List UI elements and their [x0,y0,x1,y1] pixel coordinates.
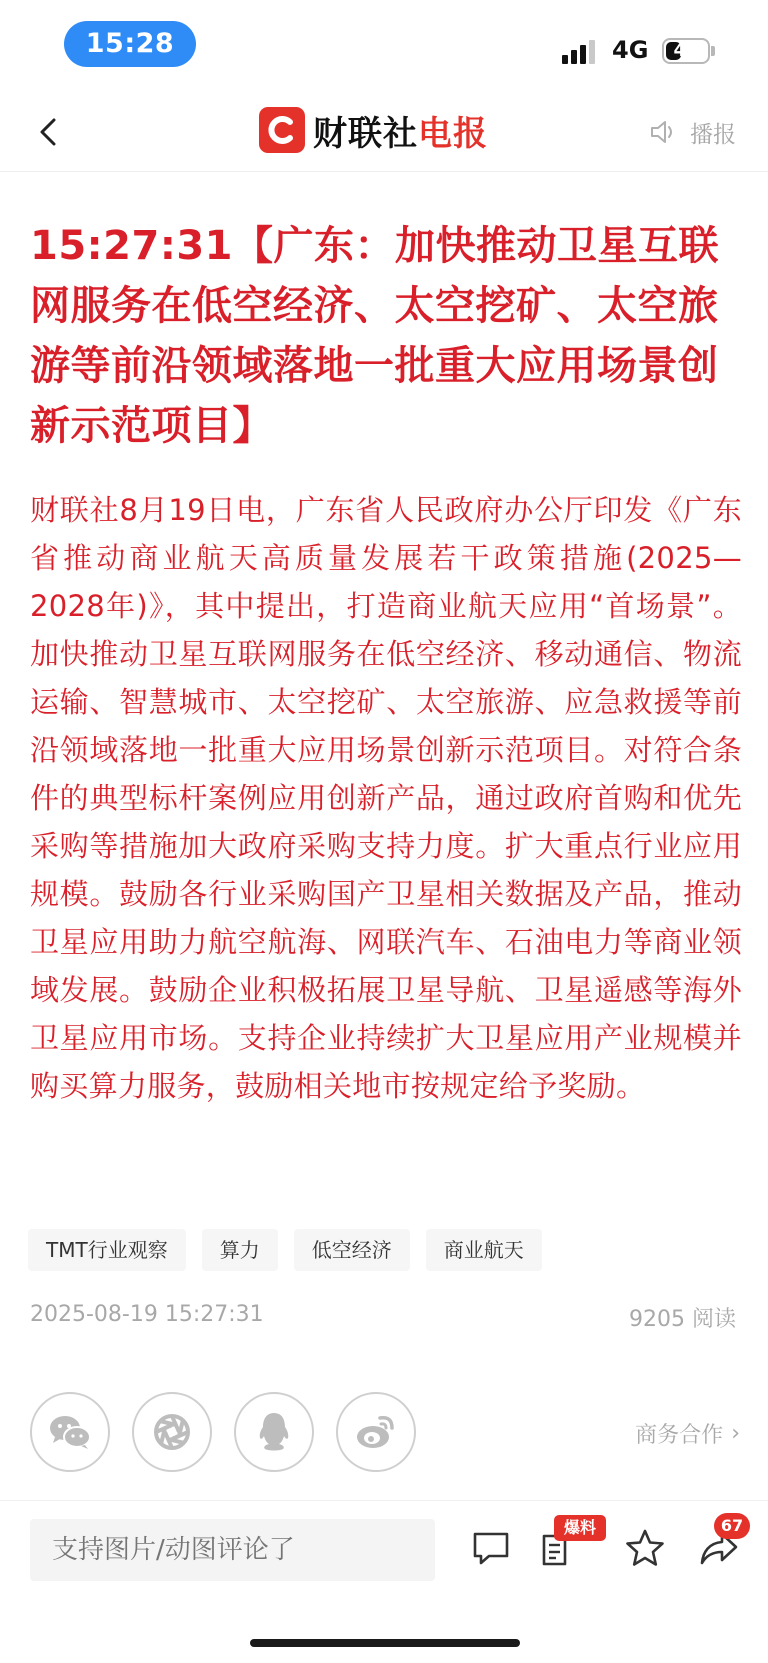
tag-item[interactable]: 低空经济 [294,1229,410,1271]
status-time: 15:28 [64,21,196,67]
broadcast-label: 播报 [690,121,736,148]
cellular-signal-icon [562,40,600,64]
read-count: 9205 阅读 [629,1307,736,1332]
comments-button[interactable] [466,1523,516,1573]
cls-logo-icon [259,107,305,153]
article-headline: 15:27:31【广东：加快推动卫星互联网服务在低空经济、太空挖矿、太空旅游等前沿领域落地一批重大应用场景创新示范项目】 [30,223,719,449]
network-type: 4G [612,36,649,64]
tag-item[interactable]: TMT行业观察 [28,1229,186,1271]
weibo-icon [354,1412,398,1452]
comment-icon [471,1529,511,1567]
share-count-badge: 67 [714,1513,750,1539]
back-icon[interactable] [30,108,70,156]
share-moments-button[interactable] [132,1392,212,1472]
share-wechat-button[interactable] [30,1392,110,1472]
battery-cap [711,46,715,56]
tag-item[interactable]: 算力 [202,1229,278,1271]
chevron-right-icon: › [731,1421,740,1446]
article-body: 财联社8月19日电，广东省人民政府办公厅印发《广东省推动商业航天高质量发展若干政策措施(2025—2028年)》，其中提出，打造商业航天应用“首场景”。加快推动卫星互联网服务在低空经济、移动通信、物流运输、智慧城市、太空挖矿、太空旅游、应急救援等前沿领域落地一批重大应用场景创新示范项目。对符合条件的典型标杆案例应用创新产品，通过政府首购和优先采购等措施加大政府采购支持力度。扩大重点行业应用规模。鼓励各行业采购国产卫星相关数据及产品，推动卫星应用助力航空航海、网联汽车、石油电力等商业领域发展。鼓励企业积极拓展卫星导航、卫星遥感等海外卫星应用市场。支持企业持续扩大卫星应用产业规模并购买算力服务，鼓励相关地市按规定给予奖励。 [30,493,742,1103]
tag-list [28,1229,558,1271]
battery-level: 43 [673,40,699,61]
favorite-button[interactable] [620,1523,670,1573]
brand-logo [259,105,488,155]
brand-suffix: 电报 [418,113,488,154]
moments-icon [152,1412,192,1452]
report-badge: 爆料 [554,1515,606,1541]
battery-icon [662,38,710,64]
star-icon [624,1527,666,1569]
brand-name: 财联社 [313,113,418,154]
publish-date: 2025-08-19 15:27:31 [30,1302,264,1327]
status-bar [0,0,768,92]
home-indicator [250,1639,520,1647]
business-cooperation-label: 商务合作 [635,1423,724,1448]
share-qq-button[interactable] [234,1392,314,1472]
nav-bar [0,92,768,172]
bottom-bar [0,1500,768,1663]
business-cooperation-link[interactable] [635,1418,740,1449]
qq-icon [254,1410,294,1454]
comment-input[interactable] [30,1519,435,1581]
tag-item[interactable]: 商业航天 [426,1229,542,1271]
speaker-icon [648,117,678,147]
share-row [30,1392,740,1474]
wechat-icon [47,1412,93,1452]
broadcast-button[interactable] [648,114,736,150]
share-weibo-button[interactable] [336,1392,416,1472]
